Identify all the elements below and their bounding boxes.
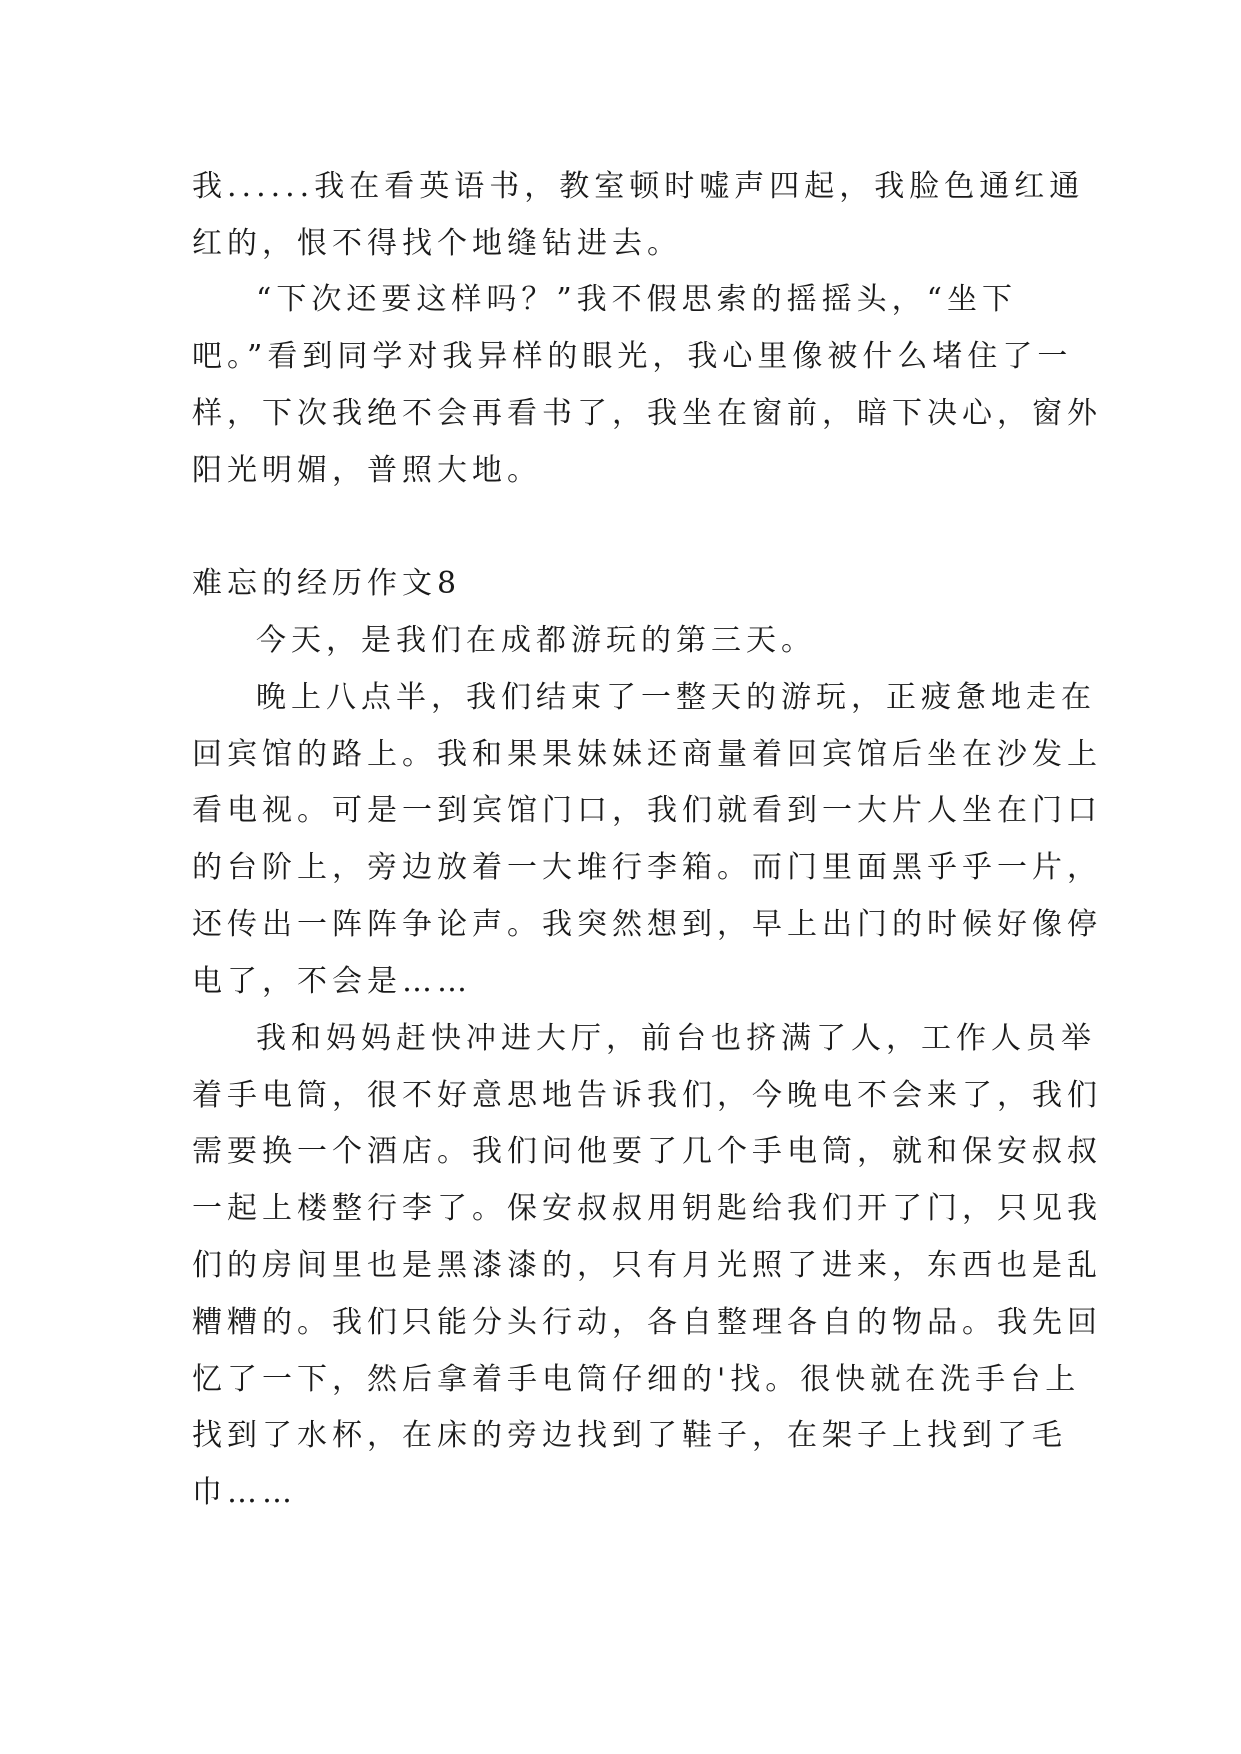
text-line: 一起上楼整行李了。保安叔叔用钥匙给我们开了门，只见我 bbox=[192, 1191, 1102, 1226]
text-line: 吧。”看到同学对我异样的眼光，我心里像被什么堵住了一 bbox=[192, 339, 1073, 374]
text-line: 着手电筒，很不好意思地告诉我们，今晚电不会来了，我们 bbox=[192, 1078, 1102, 1113]
text-line: 还传出一阵阵争论声。我突然想到，早上出门的时候好像停 bbox=[192, 907, 1102, 942]
text-line: 们的房间里也是黑漆漆的，只有月光照了进来，东西也是乱 bbox=[192, 1248, 1102, 1283]
text-line: 我......我在看英语书，教室顿时嘘声四起，我脸色通红通 bbox=[192, 169, 1085, 204]
text-line: 看电视。可是一到宾馆门口，我们就看到一大片人坐在门口 bbox=[192, 793, 1102, 828]
text-line: 忆了一下，然后拿着手电筒仔细的'找。很快就在洗手台上 bbox=[192, 1362, 1081, 1397]
text-line: 的台阶上，旁边放着一大堆行李箱。而门里面黑乎乎一片， bbox=[192, 850, 1102, 885]
text-line: 需要换一个酒店。我们问他要了几个手电筒，就和保安叔叔 bbox=[192, 1134, 1102, 1169]
text-line: 糟糟的。我们只能分头行动，各自整理各自的物品。我先回 bbox=[192, 1305, 1102, 1340]
text-line: 电了，不会是…… bbox=[192, 964, 472, 999]
paragraph-start-line: 今天，是我们在成都游玩的第三天。 bbox=[256, 623, 816, 658]
text-line: 红的，恨不得找个地缝钻进去。 bbox=[192, 226, 682, 261]
text-line: 阳光明媚，普照大地。 bbox=[192, 453, 542, 488]
text-line: 回宾馆的路上。我和果果妹妹还商量着回宾馆后坐在沙发上 bbox=[192, 737, 1102, 772]
text-line: 样，下次我绝不会再看书了，我坐在窗前，暗下决心，窗外 bbox=[192, 396, 1102, 431]
text-line: 巾…… bbox=[192, 1475, 297, 1510]
essay-title: 难忘的经历作文8 bbox=[192, 566, 462, 601]
text-line: 找到了水杯，在床的旁边找到了鞋子，在架子上找到了毛 bbox=[192, 1418, 1067, 1453]
paragraph-start-line: 我和妈妈赶快冲进大厅，前台也挤满了人，工作人员举 bbox=[256, 1021, 1096, 1056]
paragraph-start-line: 晚上八点半，我们结束了一整天的游玩，正疲惫地走在 bbox=[256, 680, 1096, 715]
paragraph-start-line: “下次还要这样吗？”我不假思索的摇摇头，“坐下 bbox=[256, 282, 1018, 317]
